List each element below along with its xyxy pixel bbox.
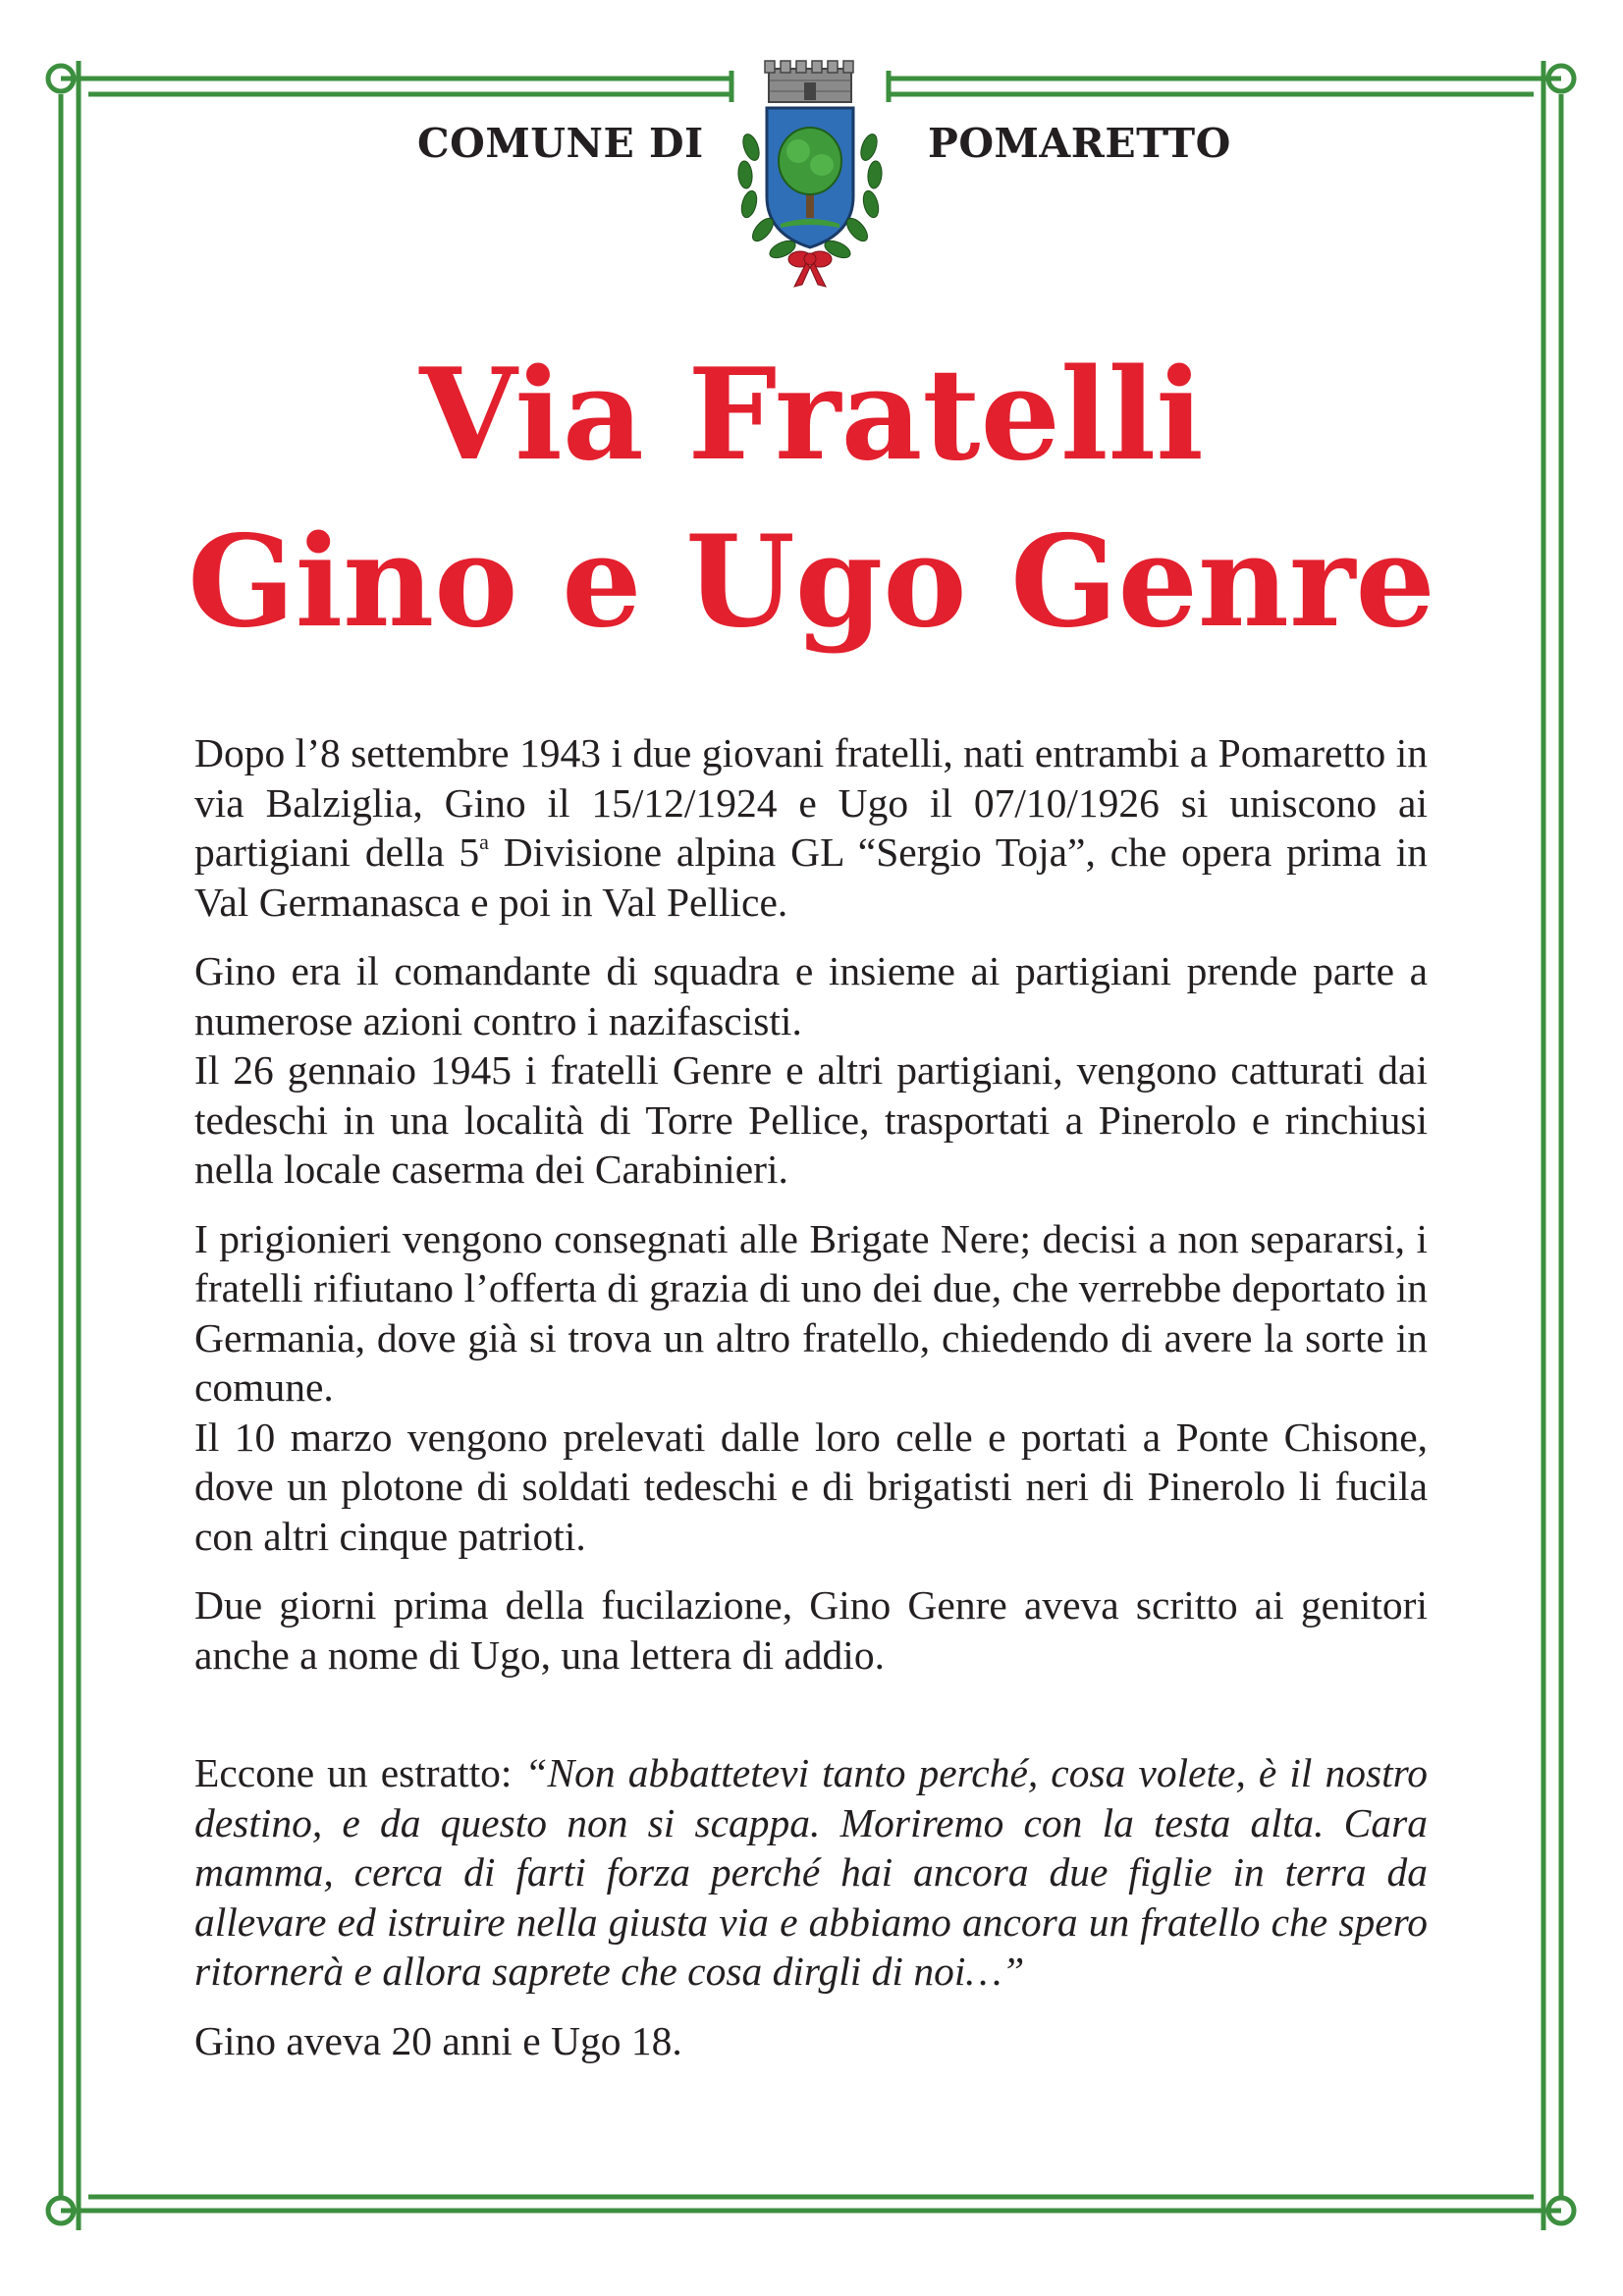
body-text xyxy=(194,728,1428,2065)
paragraph-2a: Gino era il comandante di squadra e insieme ai partigiani prende parte a numerose azioni contro i nazifascisti. xyxy=(194,948,1428,1043)
page-title xyxy=(0,332,1623,666)
paragraph-3b: Il 10 marzo vengono prelevati dalle loro celle e portati a Ponte Chisone, dove un plotone di soldati tedeschi e di brigatisti neri di Pinerolo li fucila con altri cinque patrioti. xyxy=(194,1414,1428,1559)
paragraph-4: Due giorni prima della fucilazione, Gino Genre aveva scritto ai genitori anche a nome di Ugo, una lettera di addio. xyxy=(194,1582,1428,1678)
title-line-1: Via Fratelli xyxy=(419,342,1204,489)
letter-quote: “Non abbattetevi tanto perché, cosa volete, è il nostro destino, e da questo non si scappa. Moriremo con la testa alta. Cara mamma, cerca di farti forza perché hai ancora due figlie in terra da allevare ed istruire nella giusta via e abbiamo ancora un fratello che spero ritornerà e allora saprete che cosa dirgli di noi…” xyxy=(194,1750,1428,1994)
title-line-2: Gino e Ugo Genre xyxy=(188,508,1435,656)
paragraph-3a: I prigionieri vengono consegnati alle Brigate Nere; decisi a non separarsi, i fratelli rifiutano l’offerta di grazia di uno dei due, che verrebbe deportato in Germania, dove già si trova un altro fratello, chiedendo di avere la sorte in comune. xyxy=(194,1215,1428,1410)
coat-of-arms-icon xyxy=(722,59,898,294)
paragraph-6: Gino aveva 20 anni e Ugo 18. xyxy=(194,2017,682,2063)
header-comune-di: COMUNE DI xyxy=(417,120,704,167)
paragraph-5-letter-extract: Eccone un estratto: “Non abbattetevi tanto perché, cosa volete, è il nostro destino, e da questo non si scappa. Moriremo con la testa alta. Cara mamma, cerca di farti forza perché hai ancora due figlie in terra da allevare ed istruire nella giusta via e abbiamo ancora un fratello che spero ritornerà e allora saprete che cosa dirgli di noi…” xyxy=(194,1750,1428,1994)
paragraph-1: Dopo l’8 settembre 1943 i due giovani fratelli, nati entrambi a Pomaretto in via Balziglia, Gino il 15/12/1924 e Ugo il 07/10/1926 si uniscono ai partigiani della 5$^a$ Divisione alpina GL “Sergio Toja”, che opera prima in Val Germanasca e poi in Val Pellice. xyxy=(194,730,1428,925)
header-pomaretto: POMARETTO xyxy=(928,120,1231,167)
paragraph-2b: Il 26 gennaio 1945 i fratelli Genre e altri partigiani, vengono catturati dai tedeschi in una località di Torre Pellice, trasportati a Pinerolo e rinchiusi nella locale caserma dei Carabinieri. xyxy=(194,1047,1428,1192)
